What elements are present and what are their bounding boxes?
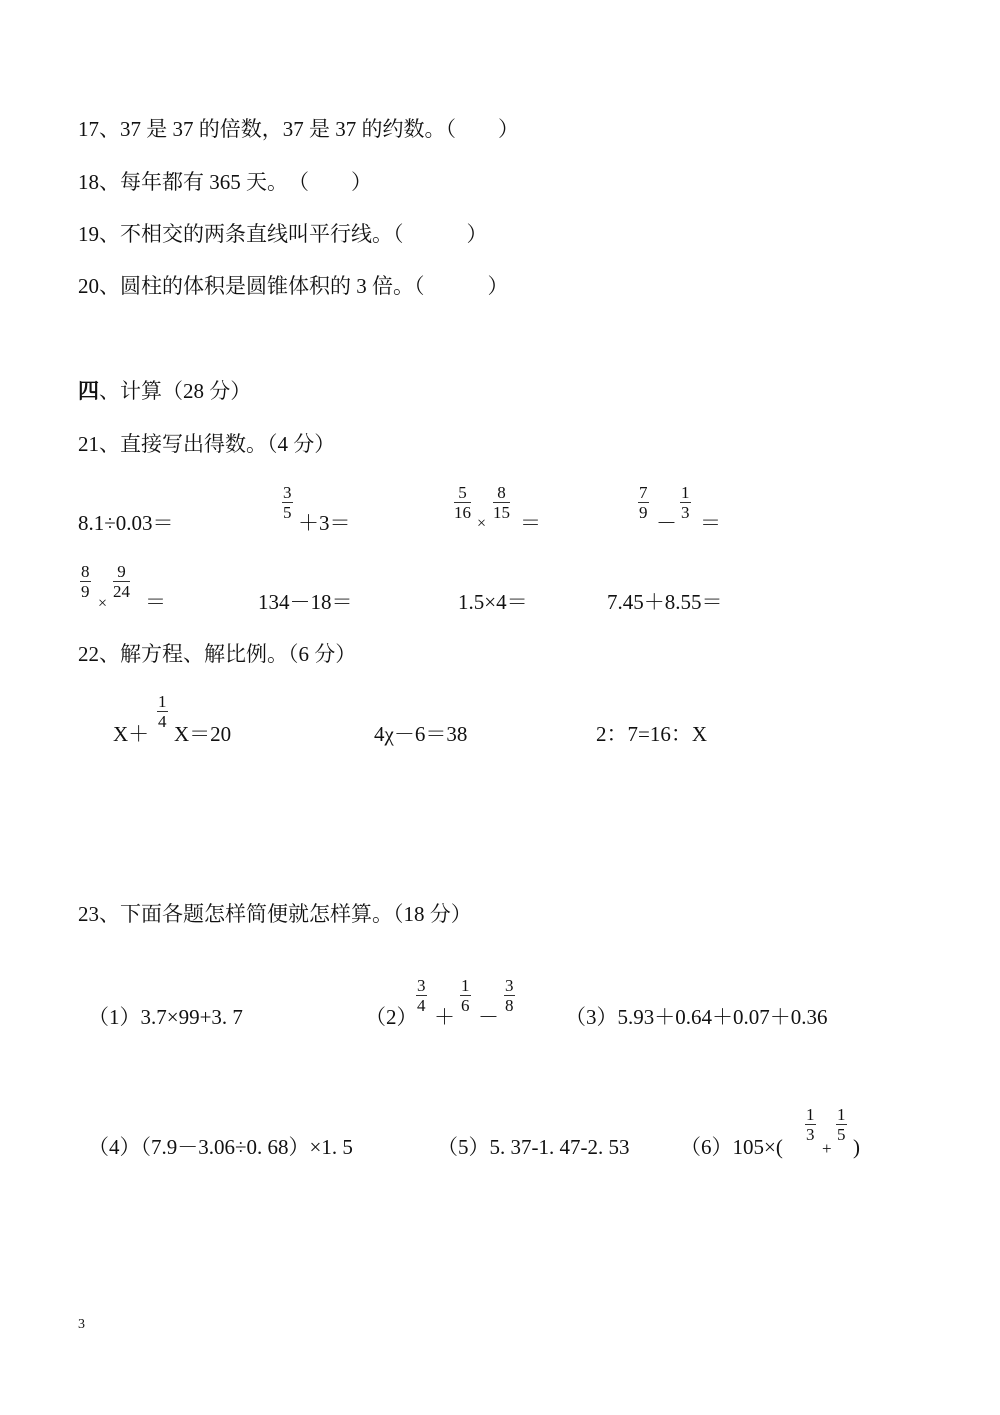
question-17: 17、37 是 37 的倍数，37 是 37 的约数。（ ） <box>78 117 519 141</box>
fraction: $\frac{8}{9}$ <box>81 562 90 601</box>
question-19: 19、不相交的两条直线叫平行线。（ ） <box>78 222 488 246</box>
equation-1-left: X＋ <box>113 722 150 746</box>
calc-item-1: 8.1÷0.03＝ <box>78 511 174 535</box>
equals-sign: ＝ <box>145 590 166 614</box>
problem-2-label: （2） <box>365 1005 418 1029</box>
fraction: $\frac{3}{8}$ <box>505 976 514 1015</box>
minus-sign: － <box>656 511 677 535</box>
fraction: $\frac{9}{24}$ <box>113 562 130 601</box>
times-sign: × <box>98 595 108 612</box>
fraction: $\frac{1}{6}$ <box>461 976 470 1015</box>
question-23-heading: 23、下面各题怎样简便就怎样算。（18 分） <box>78 902 472 926</box>
calc-item-8: 7.45＋8.55＝ <box>607 590 723 614</box>
equals-sign: ＝ <box>520 511 541 535</box>
fraction: $\frac{1}{4}$ <box>158 692 167 731</box>
question-20: 20、圆柱的体积是圆锥体积的 3 倍。（ ） <box>78 274 509 298</box>
section-heading <box>78 381 251 402</box>
question-21-heading: 21、直接写出得数。（4 分） <box>78 432 336 456</box>
close-paren: ) <box>853 1135 860 1159</box>
calc-item-7: 1.5×4＝ <box>458 590 528 614</box>
calc-item-6: 134－18＝ <box>258 590 353 614</box>
plus-sign: + <box>822 1139 832 1158</box>
calc-item-2-rest: ＋3＝ <box>298 511 351 535</box>
fraction: $\frac{5}{16}$ <box>454 483 471 522</box>
page-number: 3 <box>78 1317 85 1332</box>
question-18: 18、每年都有 365 天。 （ ） <box>78 170 372 194</box>
problem-4: （4）（7.9－3.06÷0. 68）×1. 5 <box>88 1135 353 1159</box>
fraction: $\frac{1}{3}$ <box>681 483 690 522</box>
plus-sign: ＋ <box>434 1005 455 1029</box>
fraction: $\frac{1}{3}$ <box>806 1105 815 1144</box>
equals-sign: ＝ <box>700 511 721 535</box>
minus-sign: － <box>478 1005 499 1029</box>
problem-1: （1）3.7×99+3. 7 <box>88 1005 243 1029</box>
question-22-heading: 22、解方程、解比例。（6 分） <box>78 642 357 666</box>
equation-2: 4χ－6＝38 <box>374 722 468 746</box>
fraction: $\frac{8}{15}$ <box>493 483 510 522</box>
fraction: $\frac{3}{5}$ <box>283 483 292 522</box>
times-sign: × <box>477 515 487 532</box>
fraction: $\frac{7}{9}$ <box>639 483 648 522</box>
section-number: 四 <box>78 379 99 403</box>
fraction: $\frac{1}{5}$ <box>837 1105 846 1144</box>
section-title: 、计算（28 分） <box>99 379 252 403</box>
equation-1-right: X＝20 <box>174 722 232 746</box>
problem-6-label: （6）105×( <box>680 1135 783 1159</box>
problem-5: （5）5. 37-1. 47-2. 53 <box>437 1135 630 1159</box>
fraction: $\frac{3}{4}$ <box>417 976 426 1015</box>
proportion-3: 2：7=16：X <box>596 722 708 746</box>
problem-3: （3）5.93＋0.64＋0.07＋0.36 <box>565 1005 828 1029</box>
